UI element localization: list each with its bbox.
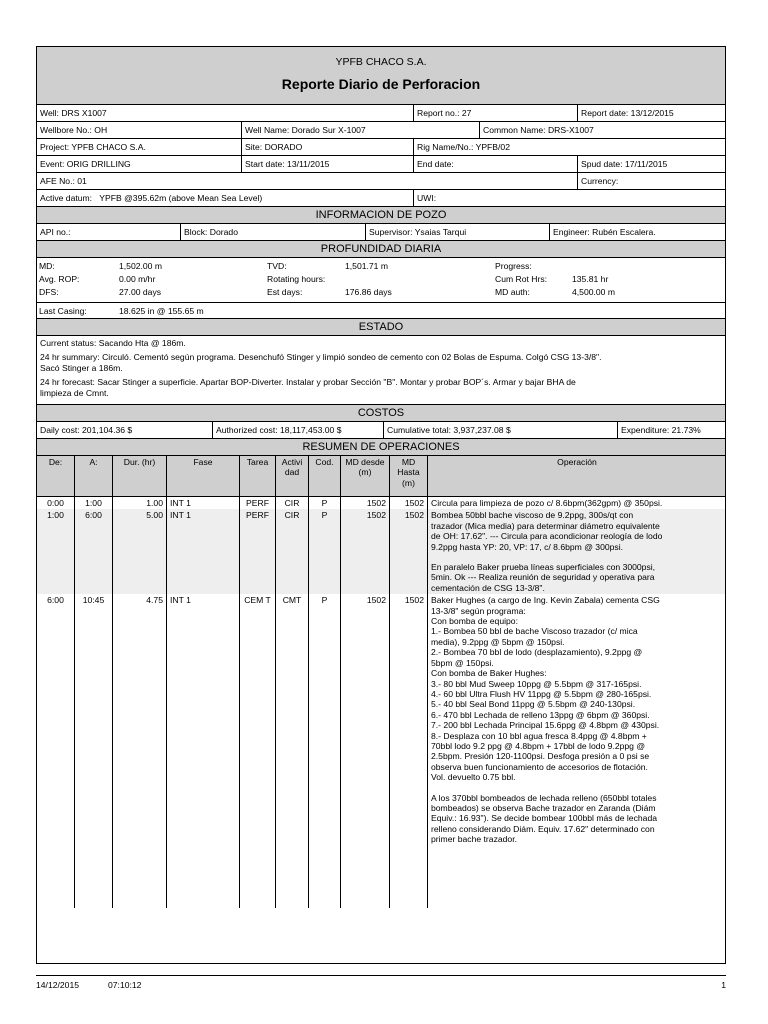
- operations-header-row: [37, 456, 727, 497]
- engineer-field: Engineer: Rubén Escalera.: [549, 224, 726, 240]
- col-cod: Cod.: [309, 456, 341, 497]
- dfs-label: DFS:: [39, 287, 59, 297]
- datum-value: YPFB @395.62m (above Mean Sea Level): [99, 193, 263, 203]
- pozo-row: [37, 224, 725, 241]
- operation-text-line: 9.2ppg hasta YP: 20, VP: 17, c/ 8.6bpm @ 300psi.: [431, 541, 624, 552]
- col-de: De:: [37, 456, 75, 497]
- section-band-estado: ESTADO: [37, 319, 725, 336]
- filler-cell: [240, 846, 276, 908]
- datum-label: Active datum:: [40, 193, 93, 203]
- company-name: YPFB CHACO S.A.: [335, 56, 427, 68]
- operation-text-line: 2.5bpm. Presión 120-1100psi. Desfoga presión a 0 psi se: [431, 751, 650, 762]
- cell-operacion: [428, 509, 727, 594]
- operation-row: [37, 497, 727, 510]
- cell-operacion: [428, 497, 727, 510]
- section-band-costos: COSTOS: [37, 405, 725, 422]
- operations-table: [36, 456, 726, 908]
- end-date-field: End date:: [413, 156, 577, 172]
- last-casing-label: Last Casing:: [39, 306, 87, 316]
- filler-cell: [37, 846, 75, 908]
- operation-text-line: 70bbl lodo 9.2 ppg @ 4.8bpm + 17bbl de lodo 9.2ppg @: [431, 740, 646, 751]
- cell-md-desde: 1502: [341, 594, 390, 845]
- forecast-line-2: limpieza de Cmnt.: [40, 388, 109, 398]
- col-actividad: Activi dad: [276, 456, 309, 497]
- summary-line-1: 24 hr summary: Circuló. Cementó según programa. Desenchufó Stinger y limpió sondeo de cemento con 02 Bolas de Espuma. Colgó CSG 13-3/8".: [40, 352, 602, 362]
- info-row-3: [37, 139, 725, 156]
- info-row-1: [37, 105, 725, 122]
- operation-text-line: Bombea 50bbl bache viscoso de 9.2ppg, 300s/qt con: [431, 510, 634, 521]
- filler-cell: [341, 846, 390, 908]
- operation-text-line: de OH: 17.62". --- Circula para acondicionar reología de lodo: [431, 531, 663, 542]
- block-field: Block: Dorado: [180, 224, 365, 240]
- cell-de: 1:00: [37, 509, 75, 594]
- cell-dur: 1.00: [113, 497, 167, 510]
- cell-cod: P: [309, 594, 341, 845]
- operation-text-line: 4.- 60 bbl Ultra Flush HV 11ppg @ 5.5bpm @ 280-165psi.: [431, 688, 652, 699]
- cell-md-hasta: 1502: [390, 497, 428, 510]
- depth-grid: [37, 258, 725, 303]
- operation-row: [37, 509, 727, 594]
- forecast-line-1: 24 hr forecast: Sacar Stinger a superficie. Apartar BOP-Diverter. Instalar y probar Sección "B". Montar y probar BOP´s. Armar y bajar BHA de: [40, 377, 576, 387]
- md-label: MD:: [39, 261, 55, 271]
- filler-cell: [276, 846, 309, 908]
- cum-rot-label: Cum Rot Hrs:: [495, 274, 548, 284]
- operation-text-line: 5.- 40 bbl Seal Bond 11ppg @ 5.5bpm @ 240-130psi.: [431, 699, 636, 710]
- col-fase: Fase: [167, 456, 240, 497]
- cell-fase: INT 1: [167, 594, 240, 845]
- operation-text-line: 6.- 470 bbl Lechada de relleno 13ppg @ 6bpm @ 360psi.: [431, 709, 650, 720]
- cell-a: 6:00: [75, 509, 113, 594]
- col-a: A:: [75, 456, 113, 497]
- api-field: API no.:: [40, 227, 71, 237]
- uwi-field: UWI:: [413, 190, 726, 206]
- col-dur: Dur. (hr): [113, 456, 167, 497]
- operation-row: [37, 594, 727, 845]
- report-date-field: Report date: 13/12/2015: [577, 105, 726, 121]
- event-field: Event: ORIG DRILLING: [40, 159, 131, 169]
- operation-text-line: [431, 552, 723, 562]
- operation-text-line: Equiv.: 16.93"). Se decide bombear 100bbl más de lechada: [431, 813, 657, 824]
- rop-value: 0.00 m/hr: [119, 274, 156, 284]
- operation-filler-row: [37, 846, 727, 908]
- afe-field: AFE No.: 01: [40, 176, 87, 186]
- supervisor-field: Supervisor: Ysaias Tarqui: [365, 224, 549, 240]
- cell-md-hasta: 1502: [390, 509, 428, 594]
- section-band-pozo: INFORMACION DE POZO: [37, 207, 725, 224]
- rop-label: Avg. ROP:: [39, 274, 80, 284]
- operation-text-line: [431, 783, 723, 793]
- md-auth-label: MD auth:: [495, 287, 530, 297]
- col-tarea: Tarea: [240, 456, 276, 497]
- operation-text-line: 2.- Bombea 70 bbl de lodo (desplazamiento), 9.2ppg @: [431, 647, 643, 658]
- dfs-value: 27.00 days: [119, 287, 162, 297]
- filler-cell: [428, 846, 727, 908]
- well-name-field: Well Name: Dorado Sur X-1007: [241, 122, 479, 138]
- cell-fase: INT 1: [167, 509, 240, 594]
- footer-date: 14/12/2015: [36, 980, 80, 990]
- info-row-2: [37, 122, 725, 139]
- cell-tarea: PERF: [240, 497, 276, 510]
- wellbore-field: Wellbore No.: OH: [40, 125, 108, 135]
- cell-dur: 5.00: [113, 509, 167, 594]
- cell-de: 0:00: [37, 497, 75, 510]
- filler-cell: [390, 846, 428, 908]
- operation-text-line: 8.- Desplaza con 10 bbl agua fresca 8.4ppg @ 4.8bpm +: [431, 730, 647, 741]
- report-no-field: Report no.: 27: [413, 105, 577, 121]
- page-number: 1: [721, 980, 726, 990]
- md-value: 1,502.00 m: [119, 261, 162, 271]
- tvd-value: 1,501.71 m: [345, 261, 388, 271]
- authorized-cost: Authorized cost: 18,117,453.00 $: [212, 422, 383, 438]
- well-field: Well: DRS X1007: [40, 108, 107, 118]
- operation-text-line: cementación de CSG 13-3/8".: [431, 582, 545, 593]
- operation-text-line: 13-3/8" según programa:: [431, 605, 526, 616]
- currency-field: Currency:: [577, 173, 726, 189]
- cell-actividad: CIR: [276, 509, 309, 594]
- operation-text-line: observa buen funcionamiento de accesorios de flotación.: [431, 761, 648, 772]
- report-frame: [36, 46, 726, 964]
- forecast-24hr: [40, 377, 722, 399]
- section-band-profundidad: PROFUNDIDAD DIARIA: [37, 241, 725, 258]
- cell-actividad: CMT: [276, 594, 309, 845]
- cell-operacion: [428, 594, 727, 845]
- operation-text-line: trazador (Mica media) para determinar diámetro equivalente: [431, 520, 660, 531]
- cell-a: 10:45: [75, 594, 113, 845]
- cell-cod: P: [309, 497, 341, 510]
- cell-actividad: CIR: [276, 497, 309, 510]
- costos-row: [37, 422, 725, 439]
- report-title: Reporte Diario de Perforacion: [281, 76, 481, 92]
- rig-field: Rig Name/No.: YPFB/02: [413, 139, 726, 155]
- operation-text-line: primer bache trazador.: [431, 834, 517, 845]
- footer-time: 07:10:12: [108, 980, 142, 990]
- last-casing-row: [37, 303, 725, 319]
- operation-text-line: Baker Hughes (a cargo de Ing. Kevin Zabala) cementa CSG: [431, 595, 660, 606]
- last-casing-value: 18.625 in @ 155.65 m: [119, 306, 204, 316]
- cell-a: 1:00: [75, 497, 113, 510]
- cell-tarea: PERF: [240, 509, 276, 594]
- tvd-label: TVD:: [267, 261, 287, 271]
- start-date-field: Start date: 13/11/2015: [241, 156, 413, 172]
- operation-text-line: 5bpm @ 150psi.: [431, 657, 494, 668]
- operation-text-line: 1.- Bombea 50 bbl de bache Viscoso trazador (c/ mica: [431, 626, 638, 637]
- filler-cell: [113, 846, 167, 908]
- cum-rot-value: 135.81 hr: [572, 274, 609, 284]
- operation-text-line: Circula para limpieza de pozo c/ 8.6bpm(362gpm) @ 350psi.: [431, 498, 663, 508]
- operation-text-line: relleno considerando Diám. Equiv. 17.62" determinado con: [431, 823, 655, 834]
- cell-cod: P: [309, 509, 341, 594]
- filler-cell: [75, 846, 113, 908]
- cell-md-desde: 1502: [341, 509, 390, 594]
- footer-rule: [36, 975, 726, 976]
- est-days-value: 176.86 days: [345, 287, 392, 297]
- cell-de: 6:00: [37, 594, 75, 845]
- summary-line-2: Sacó Stinger a 186m.: [40, 363, 123, 373]
- cell-md-desde: 1502: [341, 497, 390, 510]
- operation-text-line: 5min. Ok --- Realiza reunión de seguridad y operativa para: [431, 572, 655, 583]
- project-field: Project: YPFB CHACO S.A.: [40, 142, 146, 152]
- daily-cost: Daily cost: 201,104.36 $: [40, 425, 133, 435]
- filler-cell: [167, 846, 240, 908]
- operation-text-line: En paralelo Baker prueba líneas superficiales con 3000psi,: [431, 562, 656, 573]
- operation-text-line: Con bomba de equipo:: [431, 616, 518, 627]
- col-operacion: Operación: [428, 456, 727, 497]
- operation-text-line: 3.- 80 bbl Mud Sweep 10ppg @ 5.5bpm @ 317-165psi.: [431, 678, 642, 689]
- report-header: [37, 47, 725, 105]
- col-md-desde: MD desde (m): [341, 456, 390, 497]
- filler-cell: [309, 846, 341, 908]
- rotating-label: Rotating hours:: [267, 274, 326, 284]
- operation-text-line: bombeados) se observa Bache trazador en Zaranda (Diám: [431, 802, 656, 813]
- est-days-label: Est days:: [267, 287, 303, 297]
- expenditure: Expenditure: 21.73%: [617, 422, 726, 438]
- info-row-5: [37, 173, 725, 190]
- operation-text-line: 7.- 200 bbl Lechada Principal 15.6ppg @ 4.8bpm @ 430psi.: [431, 720, 660, 731]
- cell-fase: INT 1: [167, 497, 240, 510]
- site-field: Site: DORADO: [241, 139, 413, 155]
- summary-24hr: [40, 352, 722, 374]
- operation-text-line: media), 9.2ppg @ 5bpm @ 150psi.: [431, 636, 565, 647]
- progress-label: Progress:: [495, 261, 532, 271]
- estado-block: [37, 336, 725, 405]
- info-row-6: [37, 190, 725, 207]
- cell-tarea: CEM T: [240, 594, 276, 845]
- spud-date-field: Spud date: 17/11/2015: [577, 156, 726, 172]
- operation-text-line: Vol. devuelto 0.75 bbl.: [431, 772, 516, 783]
- info-row-4: [37, 156, 725, 173]
- md-auth-value: 4,500.00 m: [572, 287, 615, 297]
- current-status: Current status: Sacando Hta @ 186m.: [40, 338, 186, 348]
- operation-text-line: A los 370bbl bombeados de lechada relleno (650bbl totales: [431, 792, 657, 803]
- operation-text-line: Con bomba de Baker Hughes:: [431, 668, 547, 679]
- cumulative-total: Cumulative total: 3,937,237.08 $: [383, 422, 617, 438]
- cell-md-hasta: 1502: [390, 594, 428, 845]
- col-md-hasta: MD Hasta (m): [390, 456, 428, 497]
- datum-field: [37, 190, 413, 206]
- cell-dur: 4.75: [113, 594, 167, 845]
- section-band-resumen: RESUMEN DE OPERACIONES: [37, 439, 725, 456]
- common-name-field: Common Name: DRS-X1007: [479, 122, 726, 138]
